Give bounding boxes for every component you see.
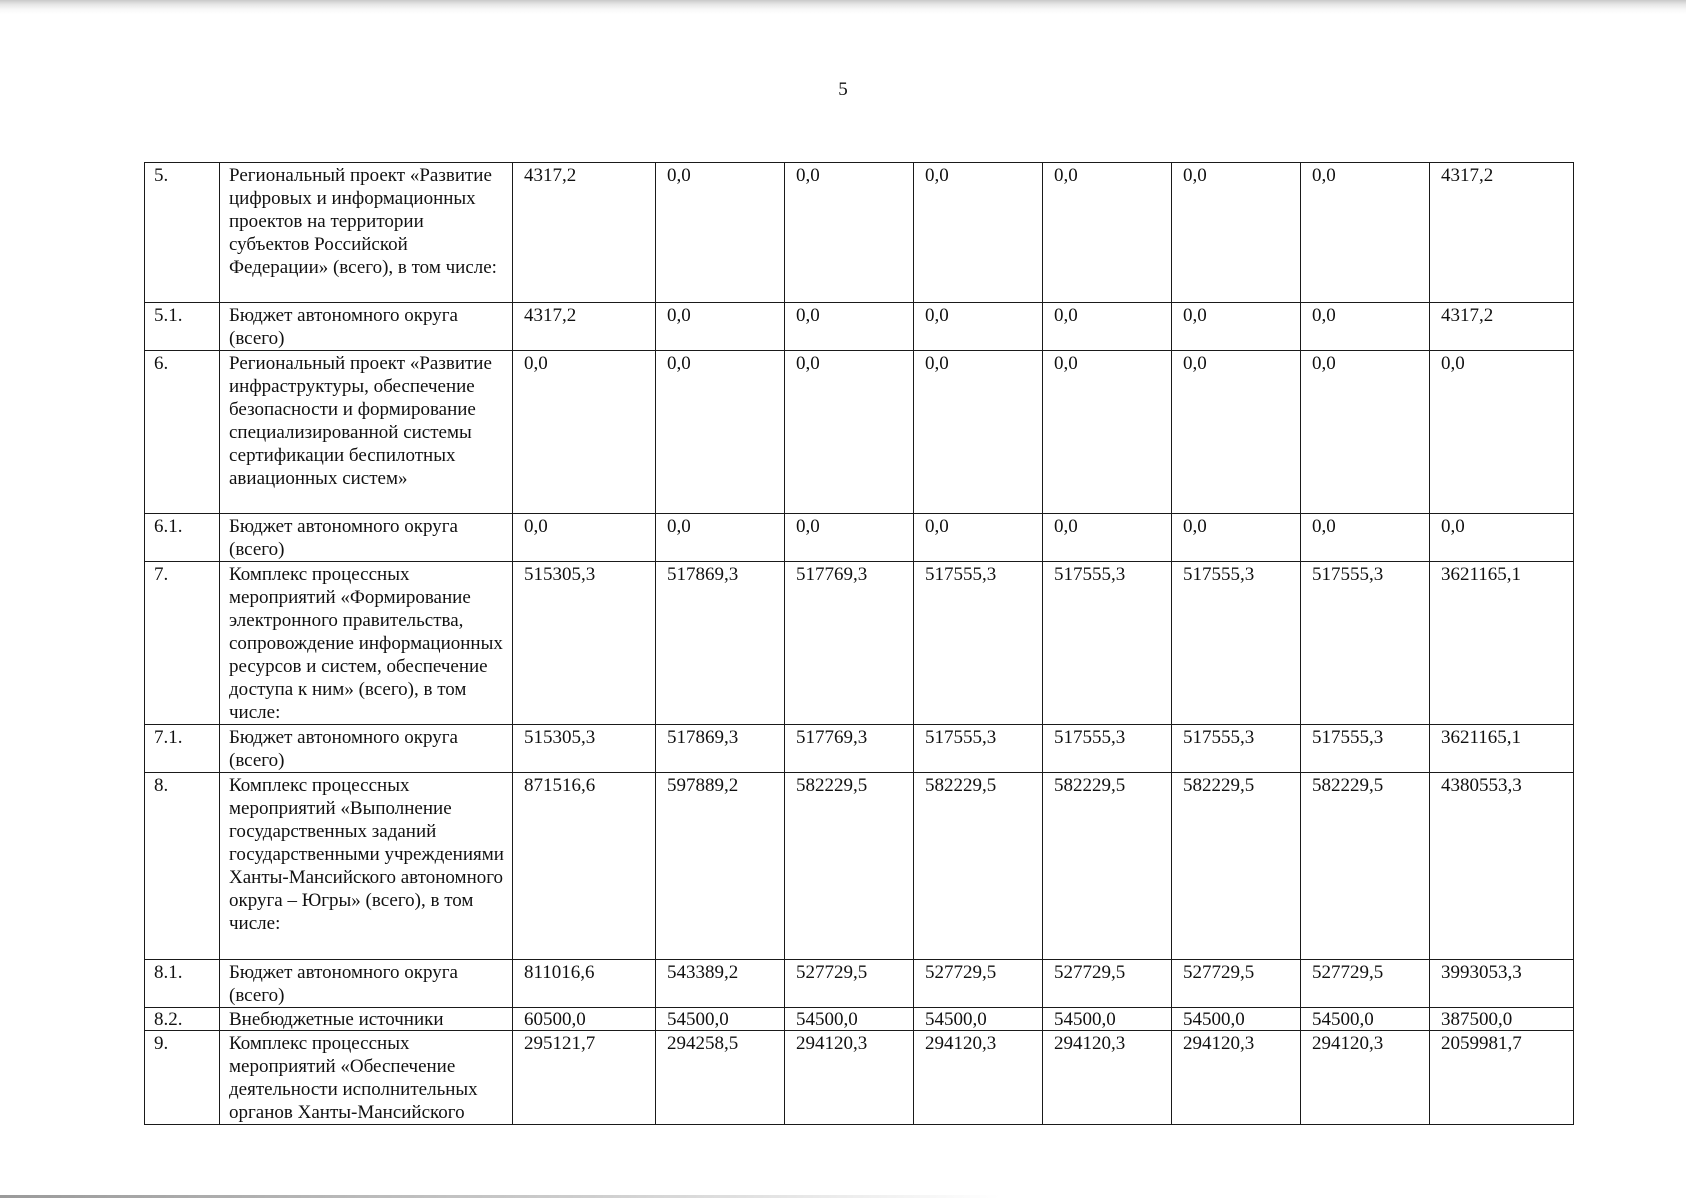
table-row [145,514,1574,562]
table-row [145,163,1574,303]
table-row [145,725,1574,773]
row-name-cell: Региональный проект «Развитие инфраструктуры, обеспечение безопасности и формирование специализированной системы сертификации беспилотных авиационных систем» [220,351,513,514]
value-cell: 54500,0 [914,1008,1043,1031]
value-cell: 527729,5 [914,960,1043,1008]
row-number-cell: 6. [145,351,220,514]
value-cell: 0,0 [785,163,914,303]
row-number-cell: 9. [145,1031,220,1125]
value-cell: 294258,5 [656,1031,785,1125]
row-number-cell: 8.2. [145,1008,220,1031]
value-cell: 582229,5 [1043,773,1172,960]
value-cell: 871516,6 [513,773,656,960]
row-name-cell: Внебюджетные источники [220,1008,513,1031]
value-cell: 527729,5 [785,960,914,1008]
row-number-cell: 7.1. [145,725,220,773]
value-cell: 0,0 [1430,351,1574,514]
value-cell: 517555,3 [914,725,1043,773]
value-cell: 0,0 [1301,163,1430,303]
value-cell: 4317,2 [1430,303,1574,351]
table-row [145,562,1574,725]
value-cell: 294120,3 [1172,1031,1301,1125]
row-number-cell: 5.1. [145,303,220,351]
value-cell: 0,0 [1043,351,1172,514]
value-cell: 517555,3 [1172,562,1301,725]
row-name-cell: Бюджет автономного округа (всего) [220,960,513,1008]
value-cell: 0,0 [1043,303,1172,351]
table-row [145,960,1574,1008]
value-cell: 0,0 [1301,351,1430,514]
row-number-cell: 8.1. [145,960,220,1008]
value-cell: 517555,3 [1043,562,1172,725]
value-cell: 582229,5 [1172,773,1301,960]
table-row [145,303,1574,351]
value-cell: 0,0 [656,303,785,351]
value-cell: 582229,5 [914,773,1043,960]
value-cell: 0,0 [1430,514,1574,562]
budget-table [144,162,1574,1125]
value-cell: 0,0 [1172,163,1301,303]
value-cell: 4317,2 [1430,163,1574,303]
value-cell: 517769,3 [785,725,914,773]
table-row [145,773,1574,960]
row-name-cell: Бюджет автономного округа (всего) [220,725,513,773]
value-cell: 294120,3 [785,1031,914,1125]
row-number-cell: 7. [145,562,220,725]
row-name-cell: Комплекс процессных мероприятий «Обеспечение деятельности исполнительных органов Ханты-Мансийского [220,1031,513,1125]
value-cell: 515305,3 [513,725,656,773]
value-cell: 0,0 [785,351,914,514]
table-row [145,351,1574,514]
value-cell: 0,0 [914,514,1043,562]
value-cell: 517869,3 [656,562,785,725]
row-number-cell: 8. [145,773,220,960]
value-cell: 387500,0 [1430,1008,1574,1031]
value-cell: 0,0 [914,303,1043,351]
value-cell: 3621165,1 [1430,725,1574,773]
row-number-cell: 6.1. [145,514,220,562]
value-cell: 54500,0 [656,1008,785,1031]
row-name-cell: Комплекс процессных мероприятий «Выполнение государственных заданий государственными учреждениями Ханты-Мансийского автономного округа – Югры» (всего), в том числе: [220,773,513,960]
value-cell: 517555,3 [1172,725,1301,773]
value-cell: 0,0 [785,303,914,351]
scan-top-edge [0,0,1686,14]
value-cell: 517555,3 [1301,562,1430,725]
value-cell: 0,0 [513,514,656,562]
value-cell: 0,0 [656,351,785,514]
value-cell: 4317,2 [513,303,656,351]
value-cell: 3993053,3 [1430,960,1574,1008]
value-cell: 597889,2 [656,773,785,960]
value-cell: 517769,3 [785,562,914,725]
value-cell: 0,0 [914,163,1043,303]
value-cell: 582229,5 [785,773,914,960]
value-cell: 0,0 [656,514,785,562]
row-name-cell: Региональный проект «Развитие цифровых и информационных проектов на территории субъектов Российской Федерации» (всего), в том числе: [220,163,513,303]
row-name-cell: Бюджет автономного округа (всего) [220,514,513,562]
value-cell: 517555,3 [1043,725,1172,773]
value-cell: 295121,7 [513,1031,656,1125]
row-number-cell: 5. [145,163,220,303]
value-cell: 2059981,7 [1430,1031,1574,1125]
row-name-cell: Комплекс процессных мероприятий «Формирование электронного правительства, сопровождение информационных ресурсов и систем, обеспечение доступа к ним» (всего), в том числе: [220,562,513,725]
value-cell: 515305,3 [513,562,656,725]
value-cell: 294120,3 [914,1031,1043,1125]
table-row [145,1008,1574,1031]
value-cell: 582229,5 [1301,773,1430,960]
value-cell: 0,0 [513,351,656,514]
value-cell: 0,0 [914,351,1043,514]
value-cell: 543389,2 [656,960,785,1008]
value-cell: 54500,0 [1301,1008,1430,1031]
value-cell: 0,0 [1172,303,1301,351]
value-cell: 54500,0 [1043,1008,1172,1031]
value-cell: 0,0 [656,163,785,303]
value-cell: 0,0 [785,514,914,562]
value-cell: 0,0 [1043,514,1172,562]
value-cell: 517555,3 [1301,725,1430,773]
table-body [145,163,1574,1125]
value-cell: 0,0 [1301,514,1430,562]
value-cell: 527729,5 [1043,960,1172,1008]
value-cell: 60500,0 [513,1008,656,1031]
value-cell: 0,0 [1043,163,1172,303]
value-cell: 811016,6 [513,960,656,1008]
scan-bottom-edge [0,1195,1000,1198]
page-number: 5 [838,79,848,100]
value-cell: 294120,3 [1301,1031,1430,1125]
value-cell: 4317,2 [513,163,656,303]
table-row [145,1031,1574,1125]
value-cell: 517869,3 [656,725,785,773]
value-cell: 3621165,1 [1430,562,1574,725]
value-cell: 527729,5 [1172,960,1301,1008]
row-name-cell: Бюджет автономного округа (всего) [220,303,513,351]
value-cell: 527729,5 [1301,960,1430,1008]
value-cell: 54500,0 [1172,1008,1301,1031]
value-cell: 54500,0 [785,1008,914,1031]
value-cell: 0,0 [1301,303,1430,351]
value-cell: 0,0 [1172,351,1301,514]
value-cell: 4380553,3 [1430,773,1574,960]
value-cell: 517555,3 [914,562,1043,725]
value-cell: 0,0 [1172,514,1301,562]
value-cell: 294120,3 [1043,1031,1172,1125]
